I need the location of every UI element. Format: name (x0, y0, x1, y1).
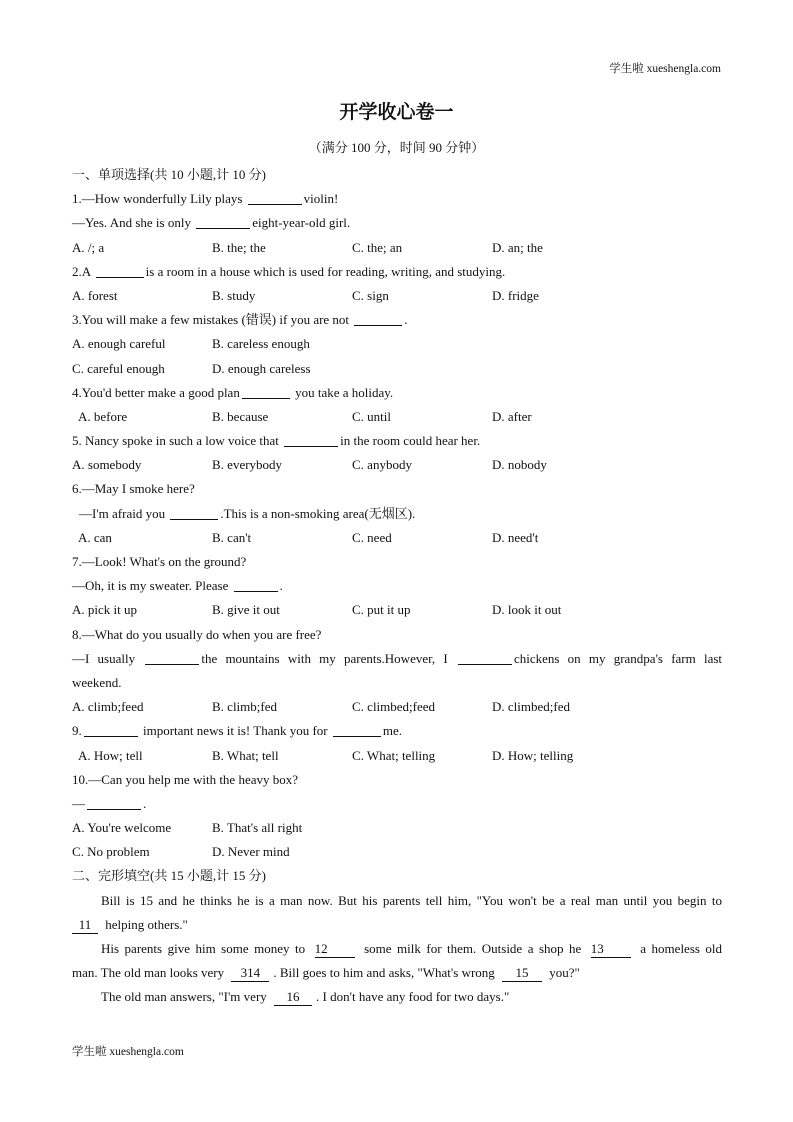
cloze-blank-15[interactable]: 15 (502, 965, 542, 982)
option-a[interactable]: A. before (78, 408, 128, 424)
answer-blank[interactable] (170, 505, 218, 520)
question-text: . (404, 312, 408, 328)
question-text: — (72, 795, 85, 811)
question-4 (72, 381, 722, 405)
option-b[interactable]: B. give it out (212, 602, 280, 618)
question-text: 9. (72, 723, 82, 739)
passage-text: . Bill goes to him and asks, "What's wrong (273, 965, 495, 981)
passage-text: The old man answers, "I'm very (101, 989, 267, 1005)
option-a[interactable]: A. somebody (72, 457, 142, 473)
passage-text: helping others." (105, 916, 188, 932)
question-10-options-row-2 (72, 840, 722, 864)
passage-line-4 (72, 961, 722, 985)
answer-blank[interactable] (234, 577, 278, 592)
option-b[interactable]: B. That's all right (212, 820, 303, 836)
option-a[interactable]: A. can (78, 529, 112, 545)
question-text: me. (382, 723, 403, 739)
answer-blank[interactable] (333, 722, 381, 737)
option-d[interactable]: D. look it out (492, 602, 562, 618)
option-b[interactable]: B. What; tell (212, 747, 279, 763)
question-7-line-1: 7.—Look! What's on the ground? (72, 554, 247, 569)
passage-line-5 (72, 985, 722, 1009)
option-b[interactable]: B. careless enough (212, 336, 310, 352)
answer-blank[interactable] (87, 795, 141, 810)
passage-line-3 (72, 937, 722, 961)
option-b[interactable]: B. everybody (212, 457, 283, 473)
option-a[interactable]: A. /; a (72, 239, 105, 255)
question-8-line-2 (72, 647, 722, 671)
answer-blank[interactable] (354, 311, 402, 326)
option-c[interactable]: C. climbed;feed (352, 699, 436, 715)
option-b[interactable]: B. climb;fed (212, 699, 277, 715)
option-c[interactable]: C. put it up (352, 602, 411, 618)
question-3-options-row-1 (72, 332, 722, 356)
passage-text: man. The old man looks very (72, 965, 225, 981)
question-9-options (72, 744, 722, 768)
question-text: 4.You'd better make a good plan (72, 384, 240, 400)
cloze-blank-16[interactable]: 16 (274, 989, 312, 1006)
answer-blank[interactable] (196, 214, 250, 229)
option-a[interactable]: A. enough careful (72, 336, 166, 352)
question-text: . (143, 795, 147, 811)
answer-blank[interactable] (242, 384, 290, 399)
question-text: —Yes. And she is only (72, 215, 191, 231)
question-9 (72, 719, 722, 743)
option-a[interactable]: A. You're welcome (72, 820, 172, 836)
question-7-options (72, 598, 722, 622)
answer-blank[interactable] (284, 432, 338, 447)
question-text: —Oh, it is my sweater. Please (72, 578, 229, 594)
question-text: —I'm afraid you (79, 505, 166, 521)
question-8-line-1: 8.—What do you usually do when you are free? (72, 626, 322, 642)
option-c[interactable]: C. until (352, 408, 392, 424)
passage-line-2 (72, 913, 722, 937)
option-d[interactable]: D. need't (492, 529, 539, 545)
page-subtitle: （满分 100 分，时间 90 分钟） (308, 140, 485, 155)
question-text: you take a holiday. (295, 384, 394, 400)
passage-text: . I don't have any food for two days." (316, 989, 510, 1005)
question-text: 3.You will make a few mistakes (错误) if you are not (72, 312, 350, 328)
question-5 (72, 429, 722, 453)
answer-blank[interactable] (96, 263, 144, 278)
option-d[interactable]: D. climbed;fed (492, 699, 570, 715)
cloze-blank-11[interactable]: 11 (72, 917, 98, 934)
section-heading: 一、单项选择(共 10 小题,计 10 分) (72, 167, 266, 182)
passage-text: His parents give him some money to (101, 941, 306, 956)
option-c[interactable]: C. need (352, 529, 392, 545)
question-text: eight-year-old girl. (252, 215, 351, 231)
exam-content (72, 163, 722, 1010)
passage-text: a homeless old (640, 941, 723, 956)
question-3-options-row-2 (72, 357, 722, 381)
passage-line-1: Bill is 15 and he thinks he is a man now. But his parents tell him, "You won't be a real man until you begin to (101, 892, 722, 908)
option-c[interactable]: C. sign (352, 287, 389, 303)
option-d[interactable]: D. Never mind (212, 844, 290, 860)
question-text: in the room could hear her. (340, 433, 481, 449)
option-d[interactable]: D. How; telling (492, 747, 574, 763)
question-1-line-2 (72, 211, 722, 235)
question-1-line-1 (72, 187, 722, 211)
question-text: .This is a non-smoking area(无烟区). (220, 505, 416, 521)
option-a[interactable]: A. forest (72, 287, 118, 303)
question-text: 2.A (72, 263, 91, 279)
question-2 (72, 260, 722, 284)
question-10-options-row-1 (72, 816, 722, 840)
question-text: violin! (303, 191, 339, 207)
question-6-line-2 (72, 502, 722, 526)
question-text: chickens on my grandpa's farm last (513, 650, 723, 666)
answer-blank[interactable] (248, 190, 302, 205)
option-d[interactable]: D. after (492, 408, 532, 424)
option-b[interactable]: B. study (212, 287, 256, 303)
question-text: . (279, 578, 283, 594)
question-text: important news it is! Thank you for (143, 723, 328, 739)
option-d[interactable]: D. an; the (492, 239, 543, 255)
option-b[interactable]: B. because (212, 408, 269, 424)
footer-site: 学生啦 xueshengla.com (72, 1046, 184, 1058)
question-1-options (72, 236, 722, 260)
section-heading: 二、完形填空(共 15 小题,计 15 分) (72, 868, 266, 884)
passage-text: some milk for them. Outside a shop he (364, 941, 582, 956)
passage-text: you?" (549, 965, 580, 981)
question-10-line-1: 10.—Can you help me with the heavy box? (72, 771, 299, 787)
option-c[interactable]: C. careful enough (72, 360, 165, 376)
question-6-line-1: 6.—May I smoke here? (72, 481, 195, 497)
option-c[interactable]: C. No problem (72, 844, 150, 860)
question-3 (72, 308, 722, 332)
option-c[interactable]: C. What; telling (352, 747, 436, 763)
option-b[interactable]: B. can't (212, 529, 252, 545)
option-a[interactable]: A. climb;feed (72, 699, 144, 715)
cloze-blank-12[interactable]: 12 (315, 941, 355, 958)
answer-blank[interactable] (84, 722, 138, 737)
page-title: 开学收心卷一 (339, 102, 454, 123)
option-a[interactable]: A. pick it up (72, 602, 137, 618)
option-c[interactable]: C. anybody (352, 457, 412, 473)
option-b[interactable]: B. the; the (212, 239, 266, 255)
question-8-line-3: weekend. (72, 674, 122, 690)
question-text: —I usually (72, 650, 136, 666)
question-text: is a room in a house which is used for reading, writing, and studying. (145, 263, 506, 279)
question-4-options (72, 405, 722, 429)
question-text: 1.—How wonderfully Lily plays (72, 191, 243, 207)
cloze-blank-13[interactable]: 13 (591, 941, 631, 958)
option-d[interactable]: D. nobody (492, 457, 547, 473)
question-text: the mountains with my parents.However, I (201, 650, 448, 666)
header-site: 学生啦 xueshengla.com (609, 63, 721, 75)
answer-blank[interactable] (145, 650, 199, 665)
question-8-options (72, 695, 722, 719)
option-a[interactable]: A. How; tell (78, 747, 143, 763)
question-6-options (72, 526, 722, 550)
question-text: 5. Nancy spoke in such a low voice that (72, 433, 279, 449)
option-d[interactable]: D. fridge (492, 287, 539, 303)
cloze-blank-314[interactable]: 314 (231, 965, 269, 982)
question-10-line-2 (72, 792, 722, 816)
answer-blank[interactable] (458, 650, 512, 665)
option-c[interactable]: C. the; an (352, 239, 403, 255)
question-7-line-2 (72, 574, 722, 598)
question-2-options (72, 284, 722, 308)
question-5-options (72, 453, 722, 477)
option-d[interactable]: D. enough careless (212, 360, 311, 376)
